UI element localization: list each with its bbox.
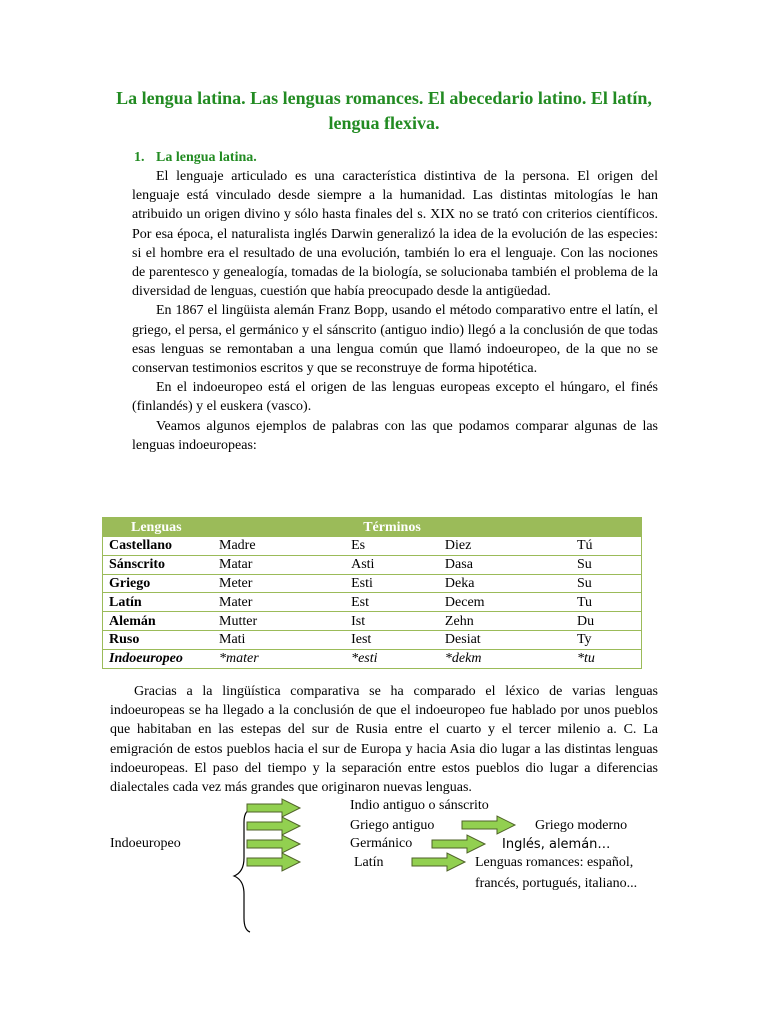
section-heading bbox=[134, 148, 257, 167]
diagram-branch-label: Latín bbox=[354, 855, 384, 870]
cell-term: Du bbox=[571, 612, 642, 631]
cell-term: Diez bbox=[444, 538, 472, 554]
cell-term: Esti bbox=[345, 574, 439, 593]
cell-term: Es bbox=[351, 538, 366, 554]
brace-icon bbox=[234, 807, 258, 932]
cell-term: Dasa bbox=[439, 555, 571, 574]
cell-term: Asti bbox=[345, 555, 439, 574]
diagram-result-label: francés, portugués, italiano... bbox=[475, 876, 638, 891]
diagram-branch-label: Indio antiguo o sánscrito bbox=[350, 798, 489, 813]
arrow-griego-icon bbox=[247, 817, 300, 835]
cell-language: Sánscrito bbox=[103, 555, 214, 574]
document-title: La lengua latina. Las lenguas romances. El abecedario latino. El latín, lengua flexiva. bbox=[116, 88, 652, 133]
cell-term: Est bbox=[345, 593, 439, 612]
table-row bbox=[103, 574, 642, 593]
table-row bbox=[103, 649, 642, 668]
cell-term: Matar bbox=[213, 555, 345, 574]
section-title: La lengua latina. bbox=[156, 150, 257, 165]
cell-language: Ruso bbox=[103, 630, 214, 649]
table-row bbox=[103, 555, 642, 574]
cell-language: Latín bbox=[103, 593, 214, 612]
cell-term: Mutter bbox=[213, 612, 345, 631]
arrow-romances-icon bbox=[412, 853, 465, 871]
cell-term: Mati bbox=[213, 630, 345, 649]
cell-language: Griego bbox=[103, 574, 214, 593]
intro-text bbox=[132, 167, 658, 455]
arrow-latin-icon bbox=[247, 853, 300, 871]
cell-term: Ist bbox=[345, 612, 439, 631]
cell-term: Iest bbox=[345, 630, 439, 649]
cell-term: Su bbox=[571, 555, 642, 574]
comparative-text bbox=[110, 682, 658, 797]
language-comparison-table bbox=[102, 517, 642, 669]
cell-term: Zehn bbox=[439, 612, 571, 631]
arrow-griego-moderno-icon bbox=[462, 816, 515, 834]
cell-language: Indoeuropeo bbox=[103, 649, 214, 668]
table-row bbox=[103, 537, 642, 555]
arrow-indio-icon bbox=[247, 799, 300, 817]
cell-term: Mater bbox=[213, 593, 345, 612]
paragraph: En el indoeuropeo está el origen de las lenguas europeas excepto el húngaro, el finés (finlandés) y el euskera (vasco). bbox=[132, 380, 658, 415]
cell-term: Meter bbox=[213, 574, 345, 593]
table-row bbox=[103, 630, 642, 649]
header-languages: Lenguas bbox=[103, 518, 214, 538]
cell-term: Tú bbox=[576, 538, 593, 554]
diagram-root-label: Indoeuropeo bbox=[110, 836, 181, 851]
cell-term: Madre bbox=[219, 538, 256, 554]
table-row bbox=[103, 593, 642, 612]
arrow-germanico-icon bbox=[247, 835, 300, 853]
cell-term: Tu bbox=[571, 593, 642, 612]
cell-term: *dekm bbox=[439, 649, 571, 668]
diagram-result-label: Inglés, alemán… bbox=[502, 837, 611, 852]
diagram-branch-label: Germánico bbox=[350, 836, 413, 851]
diagram-result-label: Griego moderno bbox=[535, 818, 628, 833]
table-row bbox=[103, 612, 642, 631]
paragraph: Gracias a la lingüística comparativa se ha comparado el léxico de varias lenguas indoeuropeas se ha llegado a la conclusión de que el indoeuropeo fue hablado por unos pueblos que habitaban en las estepas del sur de Rusia entre el cuarto y el tercer milenio a. C. La emigración de estos pueblos hacia el sur de Europa y hacia Asia dio lugar a las distintas lenguas indoeuropeas. El paso del tiempo y la separación entre estos pueblos dio lugar a diferencias dialectales cada vez más grandes que originaron nuevas lenguas. bbox=[110, 684, 658, 796]
paragraph: En 1867 el lingüista alemán Franz Bopp, usando el método comparativo entre el latín, el griego, el persa, el germánico y el sánscrito (antiguo indio) llegó a la conclusión de que todas esas lenguas se remontaban a una lengua común que llamó indoeuropeo, de la que no se conservan testimonios escritos y que se reconstruye de forma hipotética. bbox=[132, 303, 658, 377]
cell-term: Decem bbox=[439, 593, 571, 612]
cell-term: *mater bbox=[213, 649, 345, 668]
arrow-ingles-icon bbox=[432, 835, 485, 853]
cell-language: Alemán bbox=[103, 612, 214, 631]
cell-term: Su bbox=[571, 574, 642, 593]
diagram-branch-label: Griego antiguo bbox=[350, 818, 435, 833]
header-terms: Términos bbox=[213, 518, 642, 538]
table-header-row bbox=[103, 518, 642, 538]
cell-term: Ty bbox=[571, 630, 642, 649]
cell-term: *esti bbox=[345, 649, 439, 668]
cell-term: Desiat bbox=[439, 630, 571, 649]
diagram-result-label: Lenguas romances: español, bbox=[475, 855, 634, 870]
cell-term: *tu bbox=[571, 649, 642, 668]
paragraph: Veamos algunos ejemplos de palabras con las que podamos comparar algunas de las lenguas indoeuropeas: bbox=[132, 418, 658, 453]
paragraph: El lenguaje articulado es una característica distintiva de la persona. El origen del lenguaje está vinculado desde siempre a la humanidad. Las distintas mitologías le han atribuido un origen divino y sólo hasta finales del s. XIX no se trató con criterios científicos. Por esa época, el naturalista inglés Darwin generalizó la idea de la evolución de las especies: si el hombre era el resultado de una evolución, también lo era el lenguaje. Con las nociones de parentesco y genealogía, tomadas de la biología, se solucionaba también el problema de la diversidad de lenguas, cuestión que había preocupado desde la antigüedad. bbox=[132, 169, 658, 300]
cell-language: Castellano bbox=[109, 538, 172, 554]
section-number: 1. bbox=[134, 150, 145, 165]
cell-term: Deka bbox=[439, 574, 571, 593]
